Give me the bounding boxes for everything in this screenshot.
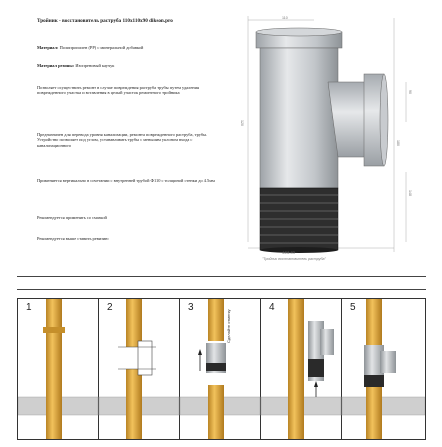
repair-text: Позволяет осуществить ремонт в случае повреждения раструба трубы путем удаления поврежденного участка и вставления в целый участок ремонтного тройника [37,85,200,96]
pipe-step2-lower [126,369,142,439]
step-number: 3 [188,302,194,313]
pipe-step1 [46,299,62,439]
pipe-step2-upper [126,299,142,347]
dimension-label: 120 [240,120,244,126]
section-divider [17,289,426,290]
usage-text: Применяется вертикально в сочетании с внутренней трубой Ф110 с толщиной стенки до 4.5мм [37,178,215,183]
material-paragraph [37,45,222,50]
usage-paragraph [37,178,222,183]
drawing-caption: "Тройник восстановитель раструба" [262,257,326,261]
revision-text: Рекомендуется выше ставить ревизию [37,236,109,241]
repair-paragraph [37,85,222,96]
purpose-text: Предназначен для перевода уровня канализации, ремонта поврежденного раструба, трубы. Устройство позволяет под углом, устанавливать трубы с меньшим уклоном входа с канализационного [37,132,208,148]
material-text: Полипропилен (PP) с минеральной добавкой [59,45,144,50]
dimension-label: 180 [396,140,400,146]
pipe-step3-lower [208,385,224,439]
rubber-label: Материал резины: [37,63,75,68]
step-number: 2 [107,302,113,313]
pipe-step4 [288,299,304,439]
dimension-label: 148 [408,190,412,196]
dimension-label: 110 [282,16,288,20]
rubber-text: Изопреновый каучук [75,63,115,68]
installation-steps [17,298,426,440]
pipe-step5-upper [366,299,382,345]
rubber-paragraph [37,63,222,68]
pipe-step3 [208,299,224,341]
step-number: 4 [269,302,275,313]
step-number: 5 [350,302,356,313]
dimension-label: 90 [408,90,412,94]
document-title: Тройник - восстановитель раструба 110x110x90 dikson.pro [37,18,173,24]
grease-paragraph [37,215,222,220]
revision-paragraph [37,236,222,241]
step-number: 1 [26,302,32,313]
step3-note: Сделайте отметку [226,309,231,343]
pipe-step5-lower [366,387,382,439]
section-divider [17,276,426,277]
material-label: Материал: [37,45,59,50]
purpose-paragraph [37,132,222,148]
grease-text: Рекомендуется применять со смазкой [37,215,107,220]
steps-illustration [18,299,425,439]
model-code: 4411-03 [282,251,295,255]
fitting-body [260,48,338,188]
